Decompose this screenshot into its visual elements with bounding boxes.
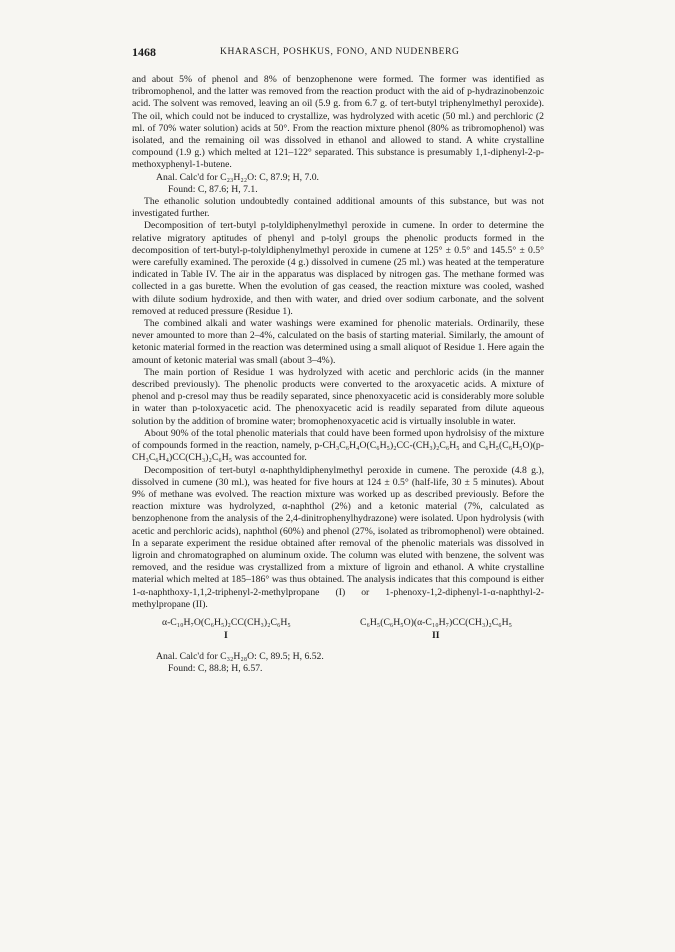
formula-1-label: I (224, 629, 228, 641)
final-analysis-found: Found: C, 88.8; H, 6.57. (168, 663, 263, 675)
paragraph: The combined alkali and water washings were examined for phenolic materials. Ordinarily, these never amounted to more than 2–4%, calculated on the basis of starting material. Similarly, the amount of ketonic material formed in the reaction was determined using a small aliquot of Residue 1. Here again the amount of ketonic material was small (about 3–4%). (132, 318, 544, 366)
analysis-found: Found: C, 87.6; H, 7.1. (168, 183, 258, 195)
paragraph: Decomposition of tert-butyl α-naphthyldiphenylmethyl peroxide in cumene. The peroxide (4.8 g.), dissolved in cumene (30 ml.), was heated for five hours at 124 ± 0.5° (half-life, 30 ± 5 minutes). About 9% of methane was evolved. The reaction mixture was worked up as described previously. Before the reaction mixture was hydrolyzed, α-naphthol (2%) and a ketonic material (7%, calculated as benzophenone from the analysis of the 2,4-dinitrophenylhydrazone) were isolated. Upon hydrolysis (with acetic and perchloric acids), naphthol (60%) and phenol (27%, isolated as tribromophenol) were obtained. In a separate experiment the residue obtained after removal of the phenolic materials was dissolved in ligroin and chromatographed on aluminum oxide. The column was eluted with benzene, the solvent was removed, and the residue was crystallized from a mixture of ligroin and ethanol. A white crystalline material which melted at 185–186° was thus obtained. The analysis indicates that this compound is either 1-α-naphthoxy-1,1,2-triphenyl-2-methylpropane (I) or 1-phenoxy-1,2-diphenyl-1-α-naphthyl-2-methylpropane (II). (132, 464, 544, 610)
running-title: KHARASCH, POSHKUS, FONO, AND NUDENBERG (220, 47, 460, 57)
structural-formulas (132, 617, 544, 645)
formula-2: C₆H₅(C₆H₅O)(α-C₁₀H₇)CC(CH₃)₂C₆H₅ (360, 616, 513, 628)
body-text (132, 74, 544, 675)
paragraph: The main portion of Residue 1 was hydrolyzed with acetic and perchloric acids (in the manner described previously). The phenolic products were converted to the aroxyacetic acids. A mixture of phenol and p-cresol may thus be readily separated, since phenoxyacetic acid is considerably more soluble in water than p-toloxyacetic acid. The phenoxyacetic acid is readily separated from dilute aqueous solution by the addition of bromine water; bromophenoxyacetic acid is virtually insoluble in water. (132, 366, 544, 427)
formula-1: α-C₁₀H₇O(C₆H₅)₂CC(CH₃)₂C₆H₅ (162, 616, 291, 628)
formula-2-label: II (432, 629, 440, 641)
paragraph: The ethanolic solution undoubtedly contained additional amounts of this substance, but was not investigated further. (132, 196, 544, 220)
final-analysis-calc: Anal. Calc'd for C₃₂H₂₈O: C, 89.5; H, 6.52. (156, 650, 324, 662)
paragraph: About 90% of the total phenolic materials that could have been formed upon hydrolsisy of the mixture of compounds formed in the reaction, namely, p-CH₃C₆H₄O(C₆H₅)₂CC-(CH₃)₂C₆H₅ and C₆H₅(C₆H₅O)(p-CH₃C₆H₄)CC(CH₃)₂C₆H₅ was accounted for. (132, 427, 544, 464)
paragraph: and about 5% of phenol and 8% of benzophenone were formed. The former was identified as tribromophenol, and the latter was removed from the reaction product with the aid of p-hydrazinobenzoic acid. The solvent was removed, leaving an oil (5.9 g. from 6.7 g. of tert-butyl triphenylmethyl peroxide). The oil, which could not be induced to crystallize, was hydrolyzed with acetic (50 ml.) and perchloric (2 ml. of 70% water solution) acids at 50°. From the reaction mixture phenol (80% as tribromophenol) was isolated, and the remaining oil was dissolved in ethanol and allowed to stand. A white crystalline compound (1.9 g.) which melted at 121–122° separated. This substance is presumably 1,1-diphenyl-2-p-methoxyphenyl-1-butene. (132, 74, 544, 171)
paragraph: Decomposition of tert-butyl p-tolyldiphenylmethyl peroxide in cumene. In order to determine the relative migratory aptitudes of phenyl and p-tolyl groups the phenolic products formed in the decomposition of tert-butyl-p-tolyldiphenylmethyl peroxide in cumene at 125° ± 0.5° and 145.5° ± 0.5° were carefully examined. The peroxide (4 g.) dissolved in cumene (25 ml.) was heated at the temperature indicated in Table IV. The air in the apparatus was displaced by nitrogen gas. The methane formed was collected in a gas burette. When the evolution of gas ceased, the reaction mixture was cooled, washed with dilute sodium hydroxide, and then with water, and dried over sodium carbonate, and the solvent removed at reduced pressure (Residue 1). (132, 220, 544, 317)
page-number: 1468 (132, 45, 156, 59)
analysis-calc: Anal. Calc'd for C₂₃H₂₂O: C, 87.9; H, 7.0. (156, 171, 319, 183)
page-header (132, 44, 542, 60)
